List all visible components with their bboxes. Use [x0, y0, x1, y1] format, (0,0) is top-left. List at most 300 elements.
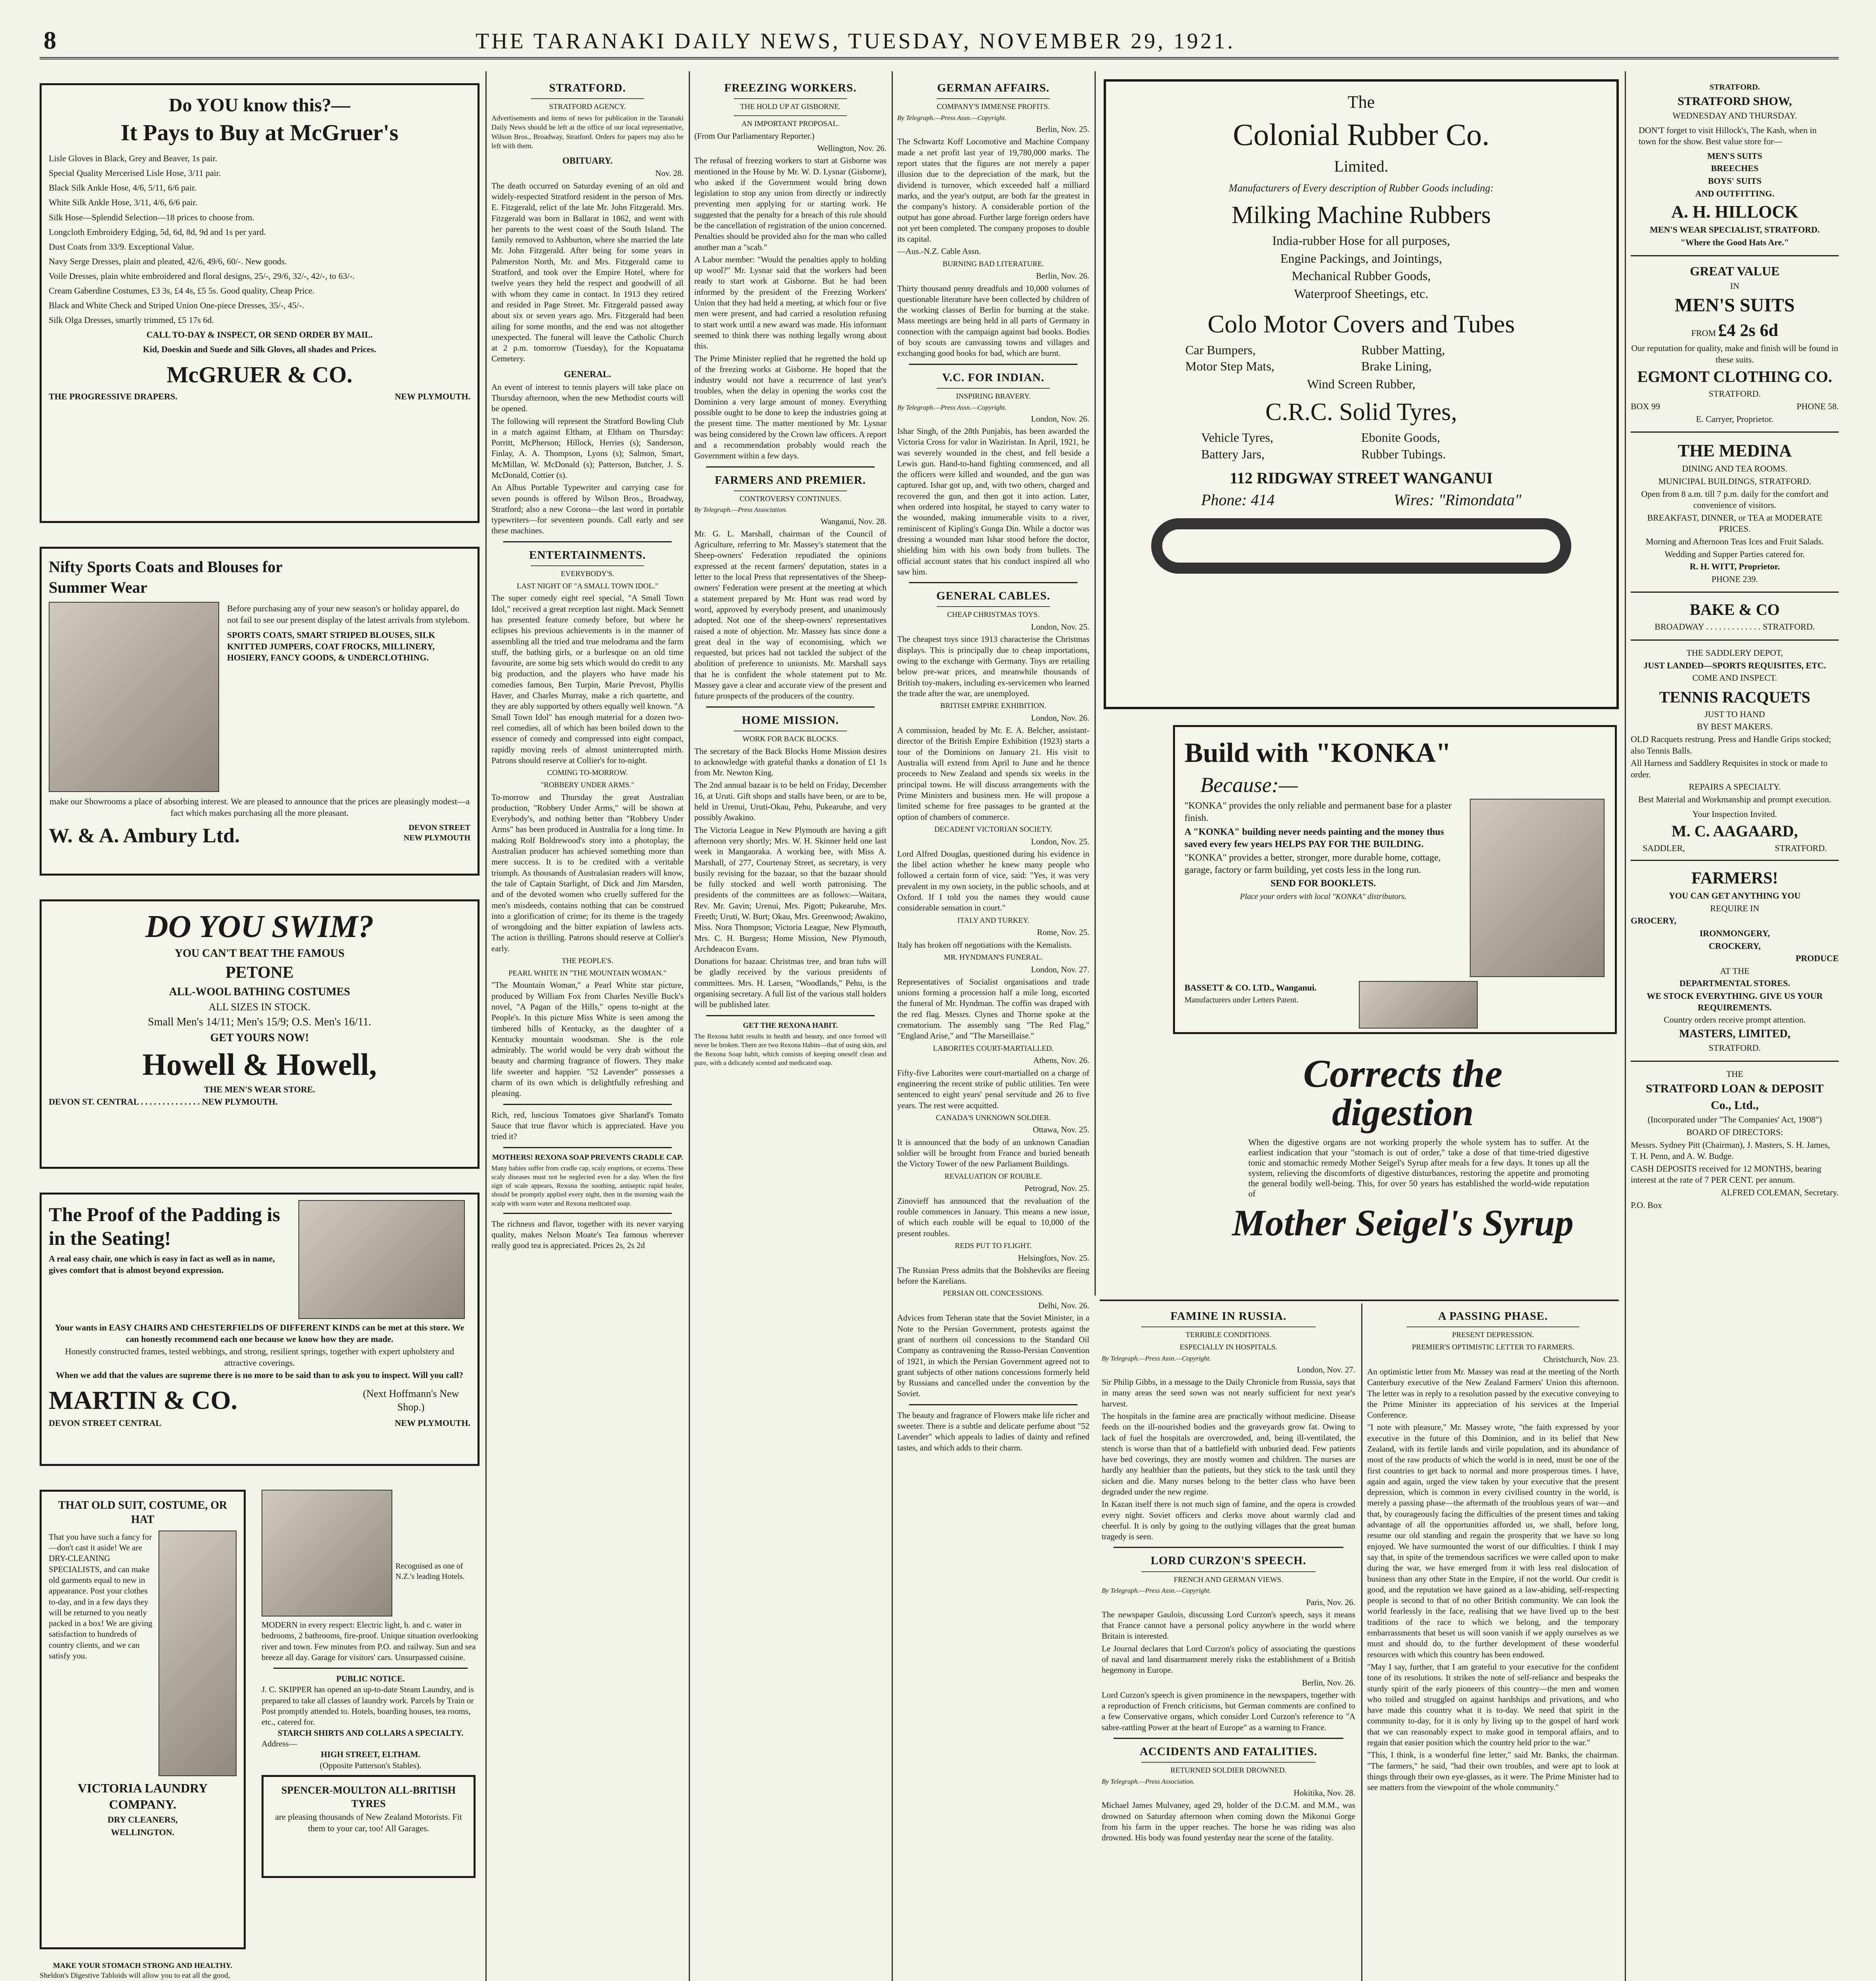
sub-heading: CONTROVERSY CONTINUES. [739, 494, 841, 503]
martin-ad [40, 1193, 480, 1466]
colonial-list: Mechanical Rubber Goods, [1291, 269, 1431, 283]
stomach-body: Sheldon's Digestive Tabloids will allow you to eat all the good, [40, 1971, 230, 1980]
colonial-car: Car Bumpers, [1185, 342, 1256, 357]
medina-name: THE MEDINA [1677, 441, 1792, 461]
article-body: The Schwartz Koff Locomotive and Machine Company made a net profit last year of 19,780,000 marks. The report states that the figures are not merely a paper illusion due to the depreciation of the mark, but the dividend is turnover, which exceeded half a milliard marks, and the year's output, are both far the greatest in the company's history. A considerable portion of the output has gone abroad. Further large foreign orders have not yet been completed. The company proposes to double its capital. [897, 137, 1089, 244]
colonial-mfr: Manufacturers of Every description of Rubber Goods including: [1228, 182, 1494, 194]
credit-line: By Telegraph.—Press Assn.—Copyright. [1102, 1354, 1211, 1362]
mcgruer-line: Navy Serge Dresses, plain and pleated, 42/6, 49/6, 60/-. New goods. [49, 256, 287, 266]
saddlery-town: STRATFORD. [1775, 843, 1827, 853]
colonial-milking: Milking Machine Rubbers [1231, 202, 1491, 229]
egmont-carryer: E. Carryer, Proprietor. [1696, 414, 1774, 424]
article-body: The refusal of freezing workers to start at Gisborne was mentioned in the House by Mr. W. D. Lysnar (Gisborne), who asked if the Government would bring down legislation to stop any union from directly or indirectly preventing men applying for or starting work. He suggested that the penalty for a breach of this rule should be the cancellation of registration of the union concerned. Penalties should be provided also for the man who called another man a "scab." [694, 156, 886, 252]
colonial-car2: Rubber Tubings. [1361, 447, 1446, 461]
ambury-addr: DEVON STREET NEW PLYMOUTH [403, 823, 470, 843]
sub-heading: ITALY AND TURKEY. [957, 916, 1030, 925]
howell-l5: Small Men's 14/11; Men's 15/9; O.S. Men's 16/11. [148, 1016, 371, 1029]
dateline: Paris, Nov. 26. [1306, 1597, 1355, 1607]
masters-country: Country orders receive prompt attention. [1664, 1015, 1806, 1025]
laundry-street: HIGH STREET, ELTHAM. [321, 1750, 420, 1760]
masters-produce: PRODUCE [1796, 953, 1839, 964]
article-body: Donations for bazaar. Christmas tree, and bran tubs will be gladly received by the various presidents of committees. Mrs. H. Larsen, "Woodlands," Pehu, is the organising secretary. A full list of the various stall holders will be published later. [694, 956, 886, 1010]
mcgruer-line: Lisle Gloves in Black, Grey and Beaver, 1s pair. [49, 153, 217, 164]
article-body: Fifty-five Laborites were court-martialled on a charge of engineering the recent strike of public utilities. Ten were sentenced to eight years' penal servitude and 26 to five years. The rest were acquitted. [897, 1068, 1089, 1110]
dateline: Berlin, Nov. 25. [1036, 124, 1089, 134]
article-body: A Labor member: "Would the penalties apply to holding up wool?" Mr. Lysnar said that the workers had been ready to start work at Gisborne. But he had been informed by the president of the Freezing Workers' Union that they had held a meeting, at which four or five men were present, and had carried a resolution refusing to start work until a new award was made. His informant seemed to think there was nothing legally wrong about this. [694, 254, 886, 351]
loan-coltd: Co., Ltd., [1711, 1099, 1759, 1112]
konka-order: Place your orders with local "KONKA" distributors. [1240, 892, 1406, 901]
konka-point: "KONKA" provides a better, stronger, more durable home, cottage, garage, factory or farm building, yet costs less in the long run. [1184, 852, 1441, 876]
saddlery-just: JUST LANDED—SPORTS REQUISITES, ETC. [1643, 660, 1826, 670]
man-pointing-illustration [1470, 799, 1605, 977]
spencer-body: are pleasing thousands of New Zealand Motorists. Fit them to your car, too! All Garages. [275, 1812, 462, 1834]
victoria-tag: DRY CLEANERS, [107, 1814, 178, 1825]
stomach-heading: MAKE YOUR STOMACH STRONG AND HEALTHY. [53, 1962, 233, 1970]
section-heading: ACCIDENTS AND FATALITIES. [1139, 1745, 1317, 1758]
mcgruer-line: White Silk Ankle Hose, 3/11, 4/6, 6/6 pair. [49, 197, 197, 208]
mcgruer-tag: THE PROGRESSIVE DRAPERS. [49, 391, 178, 402]
ambury-foot: make our Showrooms a place of absorbing interest. We are pleased to announce that the prices are pleasingly modest—a fact which makes purchasing all the more pleasant. [49, 796, 470, 818]
dateline: Athens, Nov. 26. [1033, 1055, 1089, 1065]
mcgruer-town: NEW PLYMOUTH. [395, 391, 470, 402]
gentleman-illustration [159, 1531, 237, 1776]
article-body: The Prime Minister replied that he regretted the hold up of the freezing works at Gisborne. He hoped that the industry would not have a recurrence of last year's troubles, when the delay in opening the works cost the Dominion a very large amount of money. Everything possible ought to be done to keep the industries going at the present time. The matter mentioned by Mr. Lysnar was being considered by the Crown law officers. A report and a recommendation probably would reach the Government within a few days. [694, 353, 886, 461]
article-body: The newspaper Gaulois, discussing Lord Curzon's speech, says it means that France cannot have a personal policy anywhere in the world where Britain is interested. [1102, 1609, 1355, 1641]
egmont-price: £4 2s 6d [1718, 321, 1779, 340]
dateline: London, Nov. 25. [1031, 622, 1089, 632]
sub-heading: AN IMPORTANT PROPOSAL. [741, 119, 839, 128]
masters-can: YOU CAN GET ANYTHING YOU [1669, 891, 1801, 901]
hotel-recognised: Recognised as one of N.Z.'s leading Hotels. [395, 1562, 465, 1581]
egmont-great: GREAT VALUE [1690, 263, 1780, 278]
article-body: It is announced that the body of an unknown Canadian soldier will be brought from France and buried beneath the Victory Tower of the new Parliament Buildings. [897, 1137, 1089, 1169]
sub-heading: CHEAP CHRISTMAS TOYS. [947, 611, 1040, 619]
victoria-body: That you have such a fancy for—don't cast it aside! We are DRY-CLEANING SPECIALISTS, and can make old garments equal to new in appearance. Post your clothes to-day, and in a few days they will be returned to you neatly packed in a box! We are giving satisfaction to hundreds of country clients, and we can satisfy you. [49, 1532, 153, 1661]
column-freezing [694, 75, 886, 1981]
eltham-ads [262, 1490, 480, 1981]
laundry-body: J. C. SKIPPER has opened an up-to-date Steam Laundry, and is prepared to take all classes of laundry work. Parcels by Train or Post promptly attended to. Hotels, boarding houses, tea rooms, etc., catered for. [262, 1685, 474, 1727]
article-body: Thirty thousand penny dreadfuls and 10,000 volumes of questionable literature have been collected by children of the working classes of Berlin for burning at the stake. Mass meetings are being held in all parts of Germany in connection with the campaign against bad books. Bodies of boy scouts are canvassing towns and villages and exchanging good books for bad, which are burnt. [897, 283, 1089, 358]
dateline: Ottawa, Nov. 25. [1033, 1125, 1089, 1135]
seigel-heading: Corrects the [1303, 1054, 1503, 1095]
ambury-body: Before purchasing any of your new season's or holiday apparel, do not fail to see our present display of the latest arrivals from stylebom. [227, 603, 470, 625]
colonial-car: Wind Screen Rubber, [1307, 376, 1416, 391]
laundry-opp: (Opposite Patterson's Stables). [319, 1760, 422, 1770]
loan-ad [1631, 1062, 1839, 1218]
saddlery-depot: THE SADDLERY DEPOT, [1686, 647, 1783, 658]
section-heading: A PASSING PHASE. [1438, 1310, 1548, 1323]
sub-heading: "ROBBERY UNDER ARMS." [541, 781, 634, 789]
dateline: Berlin, Nov. 26. [1036, 271, 1089, 281]
martin-next: (Next Hoffmann's New Shop.) [363, 1388, 459, 1413]
article-body: Ishar Singh, of the 28th Punjabis, has been awarded the Victoria Cross for valor in Waziristan. In April, 1921, he was severely wounded in the chest, and fell beside a Lewis gun. Hand-to-hand fighting commenced, and all the officers were killed and wounded, and the gun was captured. Ishar got up, and, with two others, charged and recovered the gun, and then got it into action. Later, when ordered into hospital, he stayed to carry water to the wounded, making innumerable visits to a river, reminiscent of Kipling's Gunga Din. While a doctor was dressing a wounded man Ishar stood before the doctor, shielding him with his own body from bullets. The official account states that his conduct inspired all who saw him. [897, 426, 1089, 576]
article-body: An Albus Portable Typewriter and carrying case for seven pounds is offered by Wilson Bros., Broadway, Stratford; also a new Corona—the last word in portable typewriters—for seventeen pounds. Call early and see these machines. [491, 483, 684, 536]
masters-iron: IRONMONGERY, [1699, 928, 1770, 939]
ambury-ad [40, 547, 480, 876]
colonial-name: Colonial Rubber Co. [1233, 117, 1490, 152]
credit-line: By Telegraph.—Press Assn.—Copyright. [1102, 1587, 1211, 1595]
sub-heading: GENERAL. [564, 369, 611, 379]
section-heading: LORD CURZON'S SPEECH. [1150, 1554, 1307, 1567]
column-passing-phase [1367, 1303, 1619, 1981]
sub-heading: COMING TO-MORROW. [547, 769, 628, 777]
mcgruer-headline: Do YOU know this?— [168, 95, 351, 116]
article-body: The death occurred on Saturday evening of an old and widely-respected Stratford resident in the person of Mrs. E. Fitzgerald, relict of the late Mr. John Fitzgerald. Mrs. Fitzgerald was born in Ballarat in 1862, and went with her parents to the west coast of the South Island. The family removed to Ashburton, where she married the late Mr. John Fitzgerald. After being for some years in Palmerston North, Mr. and Mrs. Fitzgerald came to Stratford, and took over the Empire Hotel, where for twelve years they held the respect and goodwill of all with whom they came in contact. In 1913 they retired and resided in Page Street. Mr. Fitzgerald passed away about six or seven years ago. Mrs. Fitzgerald had been ailing for some months, and the end was not altogether unexpected. The funeral will leave the Catholic Church at 2 p.m. tomorrow (Tuesday), for the Kopuatama Cemetery. [491, 181, 684, 364]
dateline: Hokitika, Nov. 28. [1293, 1788, 1355, 1798]
bake-name: BAKE & CO [1690, 601, 1780, 619]
section-heading: GERMAN AFFAIRS. [937, 82, 1050, 94]
masthead [40, 24, 1839, 59]
article-body: The beauty and fragrance of Flowers make life richer and sweeter. There is a subtle and delicate perfume about "52 Lavender" which appeals to ladies of dainty and refined tastes, and which adds to their charm. [897, 1410, 1089, 1452]
masters-stock: WE STOCK EVERYTHING. GIVE US YOUR REQUIREMENTS. [1647, 991, 1823, 1012]
article-body: Advices from Teheran state that the Soviet Minister, in a Note to the Persian Government, protests against the grant of northern oil concessions to the Standard Oil Company as contravening the Russo-Persian Convention of 1921, in which the Persian Government agreed not to grant subjects of other nations concessions formerly held by Russians and cancelled under the convention by the Soviet. [897, 1313, 1089, 1399]
article-body: —Aus.-N.Z. Cable Assn. [897, 246, 981, 256]
dateline: Wellington, Nov. 26. [817, 143, 886, 153]
mcgruer-line: Voile Dresses, plain white embroidered and floral designs, 25/-, 29/6, 32/-, 42/-, to 63/-. [49, 271, 355, 281]
dateline: London, Nov. 26. [1031, 713, 1089, 723]
martin-honest: Honestly constructed frames, tested webbings, and strong, resilient springs, together with expert upholstery and attractive coverings. [65, 1346, 454, 1368]
mcgruer-line: Special Quality Mercerised Lisle Hose, 3/11 pair. [49, 168, 221, 178]
medina-open: Open from 8 a.m. till 7 p.m. daily for the comfort and convenience of visitors. [1641, 489, 1828, 510]
armchair-illustration [298, 1200, 465, 1319]
saddlery-repairs: REPAIRS A SPECIALTY. [1689, 782, 1781, 792]
article-body: "This, I think, is a wonderful fine letter," said Mr. Banks, the chairman. "The farmers," he said, "had their own troubles, and were apt to look at things through their own eye-glasses, as it were. The Prime Minister had to see matters from the viewpoint of the whole community." [1367, 1750, 1619, 1792]
article-body: The hospitals in the famine area are practically without medicine. Disease feeds on the ill-nourished bodies and the graveyards grow fat. Owing to lack of fuel the hospitals are overcrowded, and, being ill-ventilated, the stench is worse than that of a battlefield with unburied dead. Few patients have bed coverings, they are mostly women and children. The nurses are hardly any healthier than the patients, but they stick to the task until they sicken and die. Many nurses belong to the better class who have been degraded under the new regime. [1102, 1411, 1355, 1496]
laundry-starch: STARCH SHIRTS AND COLLARS A SPECIALTY. [277, 1728, 464, 1738]
saddlery-ad [1631, 641, 1839, 861]
masters-ad [1631, 861, 1839, 1062]
konka-maker: BASSETT & CO. LTD., Wanganui. [1184, 983, 1317, 993]
colonial-address: 112 RIDGWAY STREET WANGANUI [1230, 469, 1493, 487]
dateline: Nov. 28. [655, 168, 684, 178]
egmont-in: IN [1730, 281, 1740, 291]
martin-addr: DEVON STREET CENTRAL [49, 1418, 162, 1428]
credit-line: By Telegraph.—Press Assn.—Copyright. [897, 403, 1007, 411]
fashion-illustration [49, 602, 219, 792]
spencer-ad [262, 1775, 476, 1878]
howell-store: THE MEN'S WEAR STORE. [204, 1084, 315, 1094]
article-body: The cheapest toys since 1913 characterise the Christmas displays. This is principally due to cheap importations, owing to the exchange with Germany. Toys are retailing below pre-war prices, and meanwhile thousands of British toy-makers, including ex-servicemen who learned the trade after the war, are unemployed. [897, 634, 1089, 698]
medina-morn: Morning and Afternoon Teas Ices and Fruit Salads. [1646, 536, 1824, 547]
martin-headline: The Proof of the Padding is in the Seating! [49, 1203, 280, 1249]
article-body: Italy has broken off negotiations with the Kemalists. [897, 940, 1072, 950]
colonial-the: The [1347, 92, 1375, 112]
colonial-car: Motor Step Mats, [1185, 359, 1274, 374]
hillock-item: BREECHES [1711, 163, 1759, 174]
sub-heading: REDS PUT TO FLIGHT. [955, 1241, 1032, 1250]
house-illustration [1359, 981, 1478, 1029]
colonial-phone: Phone: 414 [1201, 491, 1275, 509]
hillock-item: MEN'S SUITS [1707, 151, 1762, 161]
section-heading: STRATFORD. [549, 82, 626, 94]
dateline: London, Nov. 27. [1031, 964, 1089, 974]
sub-heading: LAST NIGHT OF "A SMALL TOWN IDOL." [517, 582, 658, 590]
medina-dining: DINING AND TEA ROOMS. [1682, 464, 1788, 474]
konka-because: Because:— [1200, 773, 1298, 797]
egmont-ad [1631, 256, 1839, 433]
sub-heading: OBITUARY. [562, 155, 613, 166]
sub-heading: PRESENT DEPRESSION. [1452, 1331, 1534, 1340]
masters-crock: CROCKERY, [1708, 941, 1761, 951]
mcgruer-line: CALL TO-DAY & INSPECT, OR SEND ORDER BY MAIL. [146, 330, 373, 340]
credit-line: By Telegraph.—Press Association. [694, 506, 787, 514]
sub-heading: MOTHERS! REXONA SOAP PREVENTS CRADLE CAP. [492, 1153, 683, 1162]
hillock-dont: DON'T forget to visit Hillock's, The Kash, when in town for the show. Best value store for— [1639, 125, 1817, 147]
masters-farmers: FARMERS! [1691, 869, 1778, 887]
credit-line: By Telegraph.—Press Assn.—Copyright. [897, 114, 1007, 122]
credit-line: By Telegraph.—Press Association. [1102, 1778, 1195, 1785]
masters-at: AT THE [1720, 966, 1750, 976]
article-body: An optimistic letter from Mr. Massey was read at the meeting of the North Canterbury executive of the New Zealand Farmers' Union this afternoon. The letter was in reply to a resolution passed by the executive conveying to the Prime Minister its appreciation of his services at the Imperial Conference. [1367, 1366, 1619, 1420]
mcgruer-name: McGRUER & CO. [166, 361, 353, 387]
loan-pobox: P.O. Box [1631, 1200, 1662, 1210]
article-body: The secretary of the Back Blocks Home Mission desires to acknowledge with grateful thanks a donation of £1 1s from Mr. Newton King. [694, 746, 886, 778]
article-body: "I note with pleasure," Mr. Massey wrote, "the faith expressed by your executive in the future of this Dominion, and in its belief that New Zealand, with its fertile lands and virile population, and its abundance of most of the raw products of which the world is in need, must be one of the first countries to get back to normal and more prosperous times. I have, again and again, urged the view taken by your executive that the present depression, which is common in every civilised country in the world, is merely a passing phase—the aftermath of the troublous years of war—and that, by courageously facing the difficulties of the present times and taking advantage of all the opportunities afforded us, we shall, before long, resume our old standing and regain the prosperity that we have so long enjoyed. We have surmounted the worst of our difficulties. I think I may say that, in spite of the tremendous sacrifices we were called upon to make during the war, we have emerged from it with less real dislocation of business than any other State in the Empire, if not the world. Our credit is good, and the reputation we have gained as a law-abiding, self-respecting people is second to that of no other British community. We can look the world fearlessly in the face, realising that we have lived up to the best traditions of the race to which we belong, and the temporary embarrassments that beset us will soon vanish if we apply ourselves as we must and should do, to the further development of these wonderful resources with which this country has been endowed. [1367, 1422, 1619, 1659]
egmont-rep: Our reputation for quality, make and finish will be found in these suits. [1631, 343, 1838, 365]
public-notice: PUBLIC NOTICE. [336, 1674, 405, 1684]
stomach-ad [40, 1961, 246, 1981]
saddlery-makers: BY BEST MAKERS. [1696, 721, 1773, 732]
mcgruer-ad [40, 83, 480, 523]
column-stratford-ads [1631, 75, 1839, 1981]
article-body: The Rexona habit results in health and beauty, and once formed will never be broken. There are two Rexona Habits—that of using skin, and the Rexona Soap habit, which consists of keeping oneself clean and pure, with a delicately scented and medicated soap. [694, 1032, 886, 1067]
mcgruer-line: Longcloth Embroidery Edging, 5d, 6d, 8d, 9d and 1s per yard. [49, 227, 266, 237]
loan-directors: Messrs. Sydney Pitt (Chairman), J. Masters, S. H. James, T. H. Penn, and A. W. Budge. [1631, 1139, 1830, 1161]
medina-witt: R. H. WITT, Proprietor. [1689, 561, 1780, 572]
sub-heading: FRENCH AND GERMAN VIEWS. [1173, 1575, 1284, 1584]
medina-ad [1631, 433, 1839, 593]
medina-muni: MUNICIPAL BUILDINGS, STRATFORD. [1658, 476, 1811, 487]
hillock-item: AND OUTFITTING. [1695, 188, 1775, 198]
hillock-show: STRATFORD SHOW, [1677, 95, 1792, 108]
column-stratford [491, 75, 684, 1981]
masthead-title: THE TARANAKI DAILY NEWS, TUESDAY, NOVEMBER 29, 1921. [476, 29, 1236, 53]
section-heading: V.C. FOR INDIAN. [942, 371, 1045, 384]
masters-name: MASTERS, LIMITED, [1679, 1027, 1790, 1040]
konka-send: SEND FOR BOOKLETS. [1270, 878, 1376, 889]
article-body: Rich, red, luscious Tomatoes give Sharland's Tomato Sauce that true flavor which is appreciated. Have you tried it? [491, 1110, 684, 1141]
hotel-modern: MODERN in every respect: Electric light, h. and c. water in bedrooms, 2 bathrooms, fire-proof. Unique situation overlooking river and town. Few minutes from P.O. and railway. Sun and sea breeze all day. Garage for visitors' cars. Unsurpassed cuisine. [262, 1620, 478, 1662]
bake-ad [1631, 593, 1839, 641]
dateline: Rome, Nov. 25. [1037, 928, 1089, 937]
hillock-wed: WEDNESDAY AND THURSDAY. [1672, 111, 1797, 120]
sub-heading: MR. HYNDMAN'S FUNERAL. [944, 953, 1043, 962]
howell-l2: PETONE [225, 964, 294, 982]
sub-heading: THE PEOPLE'S. [562, 956, 613, 965]
article-body: Le Journal declares that Lord Curzon's policy of associating the questions of naval and land disarmament merely risks the establishment of a British hegemony in Europe. [1102, 1643, 1355, 1675]
section-heading: ENTERTAINMENTS. [529, 548, 646, 561]
victoria-name: VICTORIA LAUNDRY COMPANY. [77, 1781, 208, 1812]
colonial-list: Waterproof Sheetings, etc. [1294, 286, 1429, 301]
column-cables [897, 75, 1089, 1981]
dateline: Berlin, Nov. 26. [1302, 1678, 1355, 1687]
colonial-rubber-ad [1104, 79, 1619, 709]
sub-heading: TERRIBLE CONDITIONS. [1185, 1331, 1272, 1340]
mcgruer-line: Black Silk Ankle Hose, 4/6, 5/11, 6/6 pair. [49, 183, 197, 193]
konka-mfr: Manufacturers under Letters Patent. [1184, 995, 1299, 1004]
dateline: London, Nov. 25. [1031, 836, 1089, 846]
mcgruer-line: Kid, Doeskin and Suede and Silk Gloves, all shades and Prices. [143, 344, 376, 355]
egmont-phone: PHONE 58. [1796, 401, 1839, 412]
howell-addr: DEVON ST. CENTRAL . . . . . . . . . . . . . . NEW PLYMOUTH. [49, 1097, 278, 1107]
sub-heading: BRITISH EMPIRE EXHIBITION. [940, 702, 1047, 710]
article-body: The following will represent the Stratford Bowling Club in a match against Eltham, at Eltham on Thursday: Porritt, McPherson; Hillock, Herries (s); Sanderson, Finlay, A. A. Thompson, Lyons (s); Salmon, Smart, McMillan, W. McDonald (s); Patterson, Butcher, J. S. McDonald, Cottier (s). [491, 416, 684, 480]
colonial-car2: Vehicle Tyres, [1201, 430, 1273, 445]
sub-heading: DECADENT VICTORIAN SOCIETY. [934, 825, 1053, 834]
article-body: The super comedy eight reel special, "A Small Town Idol," received a great reception last night. Mack Sennett has presented feature comedy before, but where he eclipses his previous achievements is in the manner of assembling all the tried and true melodrama and the farm stuff, the bathing girls, or a burlesque on an old time favourite, are some big sets which would do credit to any big production, and the players who have made his comedies famous, Ben Turpin, Marie Prevost, Phyllis Haver, and Charles Murray, make a rich quartette, and they are ably supported by others equally well known. "A Small Town Idol" has enough material for a dozen two-reel comedies, all of which has been boiled down to the essence of comedy and compressed into eight compact, rapidly moving reels of almost uninterrupted mirth. Patrons should reserve at Collier's for to-night. [491, 593, 684, 765]
dateline: Christchurch, Nov. 23. [1543, 1354, 1619, 1364]
article-body: Lord Curzon's speech is given prominence in the newspapers, together with a reproduction of French criticisms, but German comments are confined to a few Conservative organs, which consider Lord Curzon's reference to "A sabre-rattling Power at the heart of Europe" as a warning to France. [1102, 1690, 1355, 1732]
konka-title: Build with "KONKA" [1184, 738, 1451, 768]
mcgruer-line: Silk Olga Dresses, smartly trimmed, £5 17s 6d. [49, 315, 214, 325]
medina-phone: PHONE 239. [1711, 574, 1758, 584]
sub-heading: THE HOLD UP AT GISBORNE. [740, 103, 841, 111]
dateline: Wanganui, Nov. 28. [820, 516, 886, 526]
sub-heading: BURNING BAD LITERATURE. [942, 260, 1044, 268]
saddlery-harn: All Harness and Saddlery Requisites in stock or made to order. [1631, 758, 1828, 779]
agency-body: Advertisements and items of news for publication in the Taranaki Daily News should be left at the office of our local representative, Wilson Bros., Broadway, Stratford. Orders for papers may also be left with them. [491, 114, 684, 150]
ambury-list: SPORTS COATS, SMART STRIPED BLOUSES, SILK KNITTED JUMPERS, COAT FROCKS, MILLINERY, HOSIERY, FANCY GOODS, & UNDERCLOTHING. [227, 630, 436, 663]
mcgruer-line: Black and White Check and Striped Union One-piece Dresses, 35/-, 45/-. [49, 300, 304, 311]
loan-inc: (Incorporated under "The Companies' Act, 1908") [1647, 1115, 1822, 1125]
dateline: Delhi, Nov. 26. [1038, 1301, 1089, 1311]
section-heading: FAMINE IN RUSSIA. [1170, 1310, 1287, 1323]
article-body: To-morrow and Thursday the great Australian production, "Robbery Under Arms," will be shown at Everybody's, and nothing better than "Robbery Under Arms" has been produced in Australia for a long time. In making Rolf Boldrewood's story into a photoplay, the Australian producer has achieved something more than mere success. It is to be credited with a veritable triumph. As thousands of Australasian readers will know, the tale of Captain Starlight, of Dick and Jim Marsden, and of the devoted women who cruelly suffered for the men's misdeeds, contains nothing that can be construed into a glorification of crime; for its theme is the tragedy of wrongdoing and the bitter expiation of lawless acts. The action is thrilling. Patrons should reserve at Collier's early. [491, 792, 684, 953]
howell-l4: ALL SIZES IN STOCK. [208, 1001, 311, 1013]
hillock-good: "Where the Good Hats Are." [1680, 237, 1789, 247]
article-body: The 2nd annual bazaar is to be held on Friday, December 16, at Uruti. Gift shops and stalls have been, or are to be, held in Urenui, Uruti-Okau, Pehu, Pukearuhe, and very possibly Awakino. [694, 780, 886, 823]
victoria-heading: THAT OLD SUIT, COSTUME, OR HAT [58, 1499, 227, 1526]
howell-headline: DO YOU SWIM? [145, 909, 374, 944]
sub-heading: INSPIRING BRAVERY. [956, 392, 1031, 401]
colonial-list: Engine Packings, and Jointings, [1280, 251, 1442, 265]
hotel-illustration [262, 1490, 392, 1616]
spencer-heading: SPENCER-MOULTON ALL-BRITISH TYRES [281, 1784, 456, 1809]
hillock-name: A. H. HILLOCK [1671, 202, 1798, 222]
egmont-town: STRATFORD. [1708, 389, 1761, 399]
article-body: Sir Philip Gibbs, in a message to the Daily Chronicle from Russia, says that in many areas the seed sown was not nearly sufficient for next year's harvest. [1102, 1377, 1355, 1408]
martin-town: NEW PLYMOUTH. [395, 1418, 470, 1428]
tyre-illustration [1151, 518, 1571, 574]
saddlery-aagaard: M. C. AAGAARD, [1672, 822, 1798, 840]
section-heading: GENERAL CABLES. [936, 590, 1051, 603]
saddlery-tennis: TENNIS RACQUETS [1659, 688, 1811, 706]
page-number: 8 [44, 26, 56, 54]
saddlery-insp: Your Inspection Invited. [1692, 809, 1777, 819]
colonial-list: India-rubber Hose for all purposes, [1272, 233, 1450, 248]
loan-board: BOARD OF DIRECTORS: [1686, 1127, 1783, 1137]
egmont-box: BOX 99 [1631, 401, 1660, 412]
sub-heading: GET THE REXONA HABIT. [743, 1021, 838, 1030]
mcgruer-subhead: It Pays to Buy at McGruer's [120, 120, 399, 146]
howell-name: Howell & Howell, [142, 1047, 377, 1082]
sub-heading: LABORITES COURT-MARTIALLED. [933, 1044, 1054, 1053]
article-body: Lord Alfred Douglas, questioned during his evidence in the libel action whether he knew many people who followed a certain form of vice, said: "Yes, it was very prevalent in my own society, in the public schools, and at Oxford. If I told you the names they would cause considerable sensation in court." [897, 849, 1089, 913]
howell-ad [40, 899, 480, 1169]
article-body: The Victoria League in New Plymouth are having a gift afternoon very shortly; Mrs. W. H. Skinner held one last week in Mangaoraka. A working bee, with Miss A. Marshall, of 277, Courtenay Street, as secretary, is very busily revising for the bazaar, so that the bazaar should be fully stocked and well worth patronising. The presidents of the committees are as follows:—Waitara, Rev. Mr. Gavin; Urenui, Mrs. Pigott; Pukearuhe, Mrs. Freeth; Uruti, W. Burt; Okau, Mrs. Greenwood; Awakino, Miss. Nora Thompson; Victoria League, New Plymouth, Mrs. C. H. Burgess; Home Mission, New Plymouth, Archdeacon Evans. [694, 825, 886, 954]
sub-heading: ESPECIALLY IN HOSPITALS. [1179, 1343, 1278, 1351]
ambury-name: W. & A. Ambury Ltd. [49, 824, 240, 847]
article-body: Many babies suffer from cradle cap, scaly eruptions, or eczema. These scaly diseases must not be neglected even for a day. When the first sign of scale appears, Rexona the soothing, antiseptic rapid healer, should be promptly applied every night, then in the morning wash the scalp with warm water and Rexona medicated soap. [491, 1164, 684, 1207]
article-body: The Russian Press admits that the Bolsheviks are fleeing before the Karelians. [897, 1265, 1089, 1286]
ambury-headline: Nifty Sports Coats and Blouses for Summer Wear [49, 558, 283, 596]
mcgruer-line: Cream Gaberdine Costumes, £3 3s, £4 4s, £5 5s. Good quality, Cheap Price. [49, 286, 315, 296]
loan-coleman: ALFRED COLEMAN, Secretary. [1721, 1187, 1839, 1197]
loan-cash: CASH DEPOSITS received for 12 MONTHS, bearing interest at the rate of 7 PER CENT. per annum. [1631, 1163, 1821, 1185]
section-heading: FARMERS AND PREMIER. [714, 473, 866, 487]
colonial-car2: Battery Jars, [1201, 447, 1265, 461]
laundry-address: Address— [262, 1739, 297, 1748]
saddlery-old: OLD Racquets restrung. Press and Handle Grips stocked; also Tennis Balls. [1631, 734, 1831, 756]
sub-heading: PEARL WHITE IN "THE MOUNTAIN WOMAN." [508, 969, 667, 977]
martin-want: Your wants in EASY CHAIRS AND CHESTERFIELDS OF DIFFERENT KINDS can be met at this store. We can honestly recommend each one because we know how they are made. [55, 1323, 464, 1344]
medina-wed: Wedding and Supper Parties catered for. [1664, 549, 1805, 559]
masters-grocery: GROCERY, [1631, 916, 1677, 926]
sub-heading: CANADA'S UNKNOWN SOLDIER. [936, 1113, 1051, 1122]
section-heading: HOME MISSION. [741, 714, 839, 727]
martin-name: MARTIN & CO. [49, 1386, 238, 1415]
saddlery-come: COME AND INSPECT. [1692, 673, 1777, 683]
saddlery-best: Best Material and Workmanship and prompt execution. [1638, 794, 1832, 804]
sub-heading: PREMIER'S OPTIMISTIC LETTER TO FARMERS. [1412, 1343, 1574, 1351]
saddlery-sadd: SADDLER, [1643, 843, 1685, 853]
masters-req: REQUIRE IN [1710, 903, 1759, 913]
article-body: Representatives of Socialist organisations and trade unions forming a procession half a mile long, escorted the funeral of Mr. Hyndman. The coffin was draped with the red flag. Messrs. Clynes and Thorne spoke at the crematorium. The assembly sang "The Red Flag," "England Arise," and "The Marseillaise." [897, 977, 1089, 1041]
egmont-name: EGMONT CLOTHING CO. [1637, 368, 1832, 386]
howell-l1: YOU CAN'T BEAT THE FAMOUS [174, 947, 345, 960]
sub-heading: RETURNED SOLDIER DROWNED. [1170, 1766, 1287, 1775]
seigel-ad [1193, 1054, 1613, 1284]
konka-point: "KONKA" provides the only reliable and permanent base for a plaster finish. [1184, 801, 1452, 824]
article-body: In Kazan itself there is not much sign of famine, and the opera is crowded every night. Soviet officers and clerks move about warmly clad and cheerful. It is only by going to the outlying villages that the great human tragedy is seen. [1102, 1499, 1355, 1542]
howell-l6: GET YOURS NOW! [210, 1031, 309, 1044]
seigel-brand: Mother Seigel's Syrup [1232, 1202, 1574, 1244]
hillock-ad [1631, 75, 1839, 256]
saddlery-hand: JUST TO HAND [1704, 709, 1765, 719]
dateline: Petrograd, Nov. 25. [1024, 1183, 1089, 1193]
bake-broadway: BROADWAY . . . . . . . . . . . . . STRATFORD. [1654, 622, 1815, 632]
dateline: London, Nov. 26. [1031, 414, 1089, 424]
column-famine [1102, 1303, 1355, 1981]
colonial-colo: Colo Motor Covers and Tubes [1207, 310, 1515, 338]
victoria-town: WELLINGTON. [111, 1827, 175, 1837]
sub-heading: REVALUATION OF ROUBLE. [944, 1172, 1042, 1181]
egmont-from: FROM [1691, 328, 1716, 338]
konka-ad [1173, 725, 1617, 1034]
colonial-wires: Wires: "Rimondata" [1393, 491, 1521, 509]
colonial-car2: Ebonite Goods, [1361, 430, 1440, 445]
article-body: The richness and flavor, together with its never varying quality, makes Nelson Moate's Tea famous wherever really good tea is appreciated. Prices 2s, 2s 2d [491, 1219, 684, 1250]
martin-body: A real easy chair, one which is easy in fact as well as in name, gives comfort that is almost beyond expression. [49, 1254, 275, 1275]
article-body: A commission, headed by Mr. E. A. Belcher, assistant-director of the British Empire Exhibition (1923) starts a tour of the Dominions on January 21. His visit to Australia will extend from April to June and he thence proceeds to New Zealand and spends six weeks in the principal towns. He will discuss arrangements with the Prime Ministers and business men. He will propose a limited scheme for free passages to be granted at the option of chambers of commerce. [897, 725, 1089, 822]
sub-heading: PERSIAN OIL CONCESSIONS. [943, 1289, 1044, 1298]
colonial-car: Brake Lining, [1361, 359, 1432, 374]
mcgruer-line: Silk Hose—Splendid Selection—18 prices to choose from. [49, 212, 254, 222]
masters-town: STRATFORD. [1708, 1043, 1761, 1053]
sub-heading: EVERYBODY'S. [561, 570, 614, 578]
victoria-ad [40, 1490, 246, 1949]
egmont-suits: MEN'S SUITS [1675, 294, 1795, 316]
medina-break: BREAKFAST, DINNER, or TEA at MODERATE PRICES. [1647, 512, 1823, 534]
reporter-line: (From Our Parliamentary Reporter.) [694, 131, 815, 141]
sub-heading: COMPANY'S IMMENSE PROFITS. [936, 103, 1050, 111]
article-body: "May I say, further, that I am grateful to your executive for the confident tone of its resolutions. It strikes the note of self-reliance and bespeaks the sturdy spirit of the early pioneers of this country—the men and women who toiled and struggled on against hardships and privations, and who have made this country what it is to-day. We need that spirit in the community to-day, for it is only by living up to the gospel of hard work that we can reasonably expect to make good in temporal affairs, and to regain that easier position which the country held prior to the war." [1367, 1662, 1619, 1748]
dateline: London, Nov. 27. [1297, 1365, 1355, 1374]
article-body: Zinovieff has announced that the revaluation of the rouble commences in January. This means a new issue, of which each rouble will be equal to 10,000 of the present roubles. [897, 1196, 1089, 1238]
seigel-heading2: digestion [1332, 1091, 1474, 1134]
loan-name: STRATFORD LOAN & DEPOSIT [1646, 1082, 1824, 1095]
colonial-ltd: Limited. [1334, 157, 1389, 175]
